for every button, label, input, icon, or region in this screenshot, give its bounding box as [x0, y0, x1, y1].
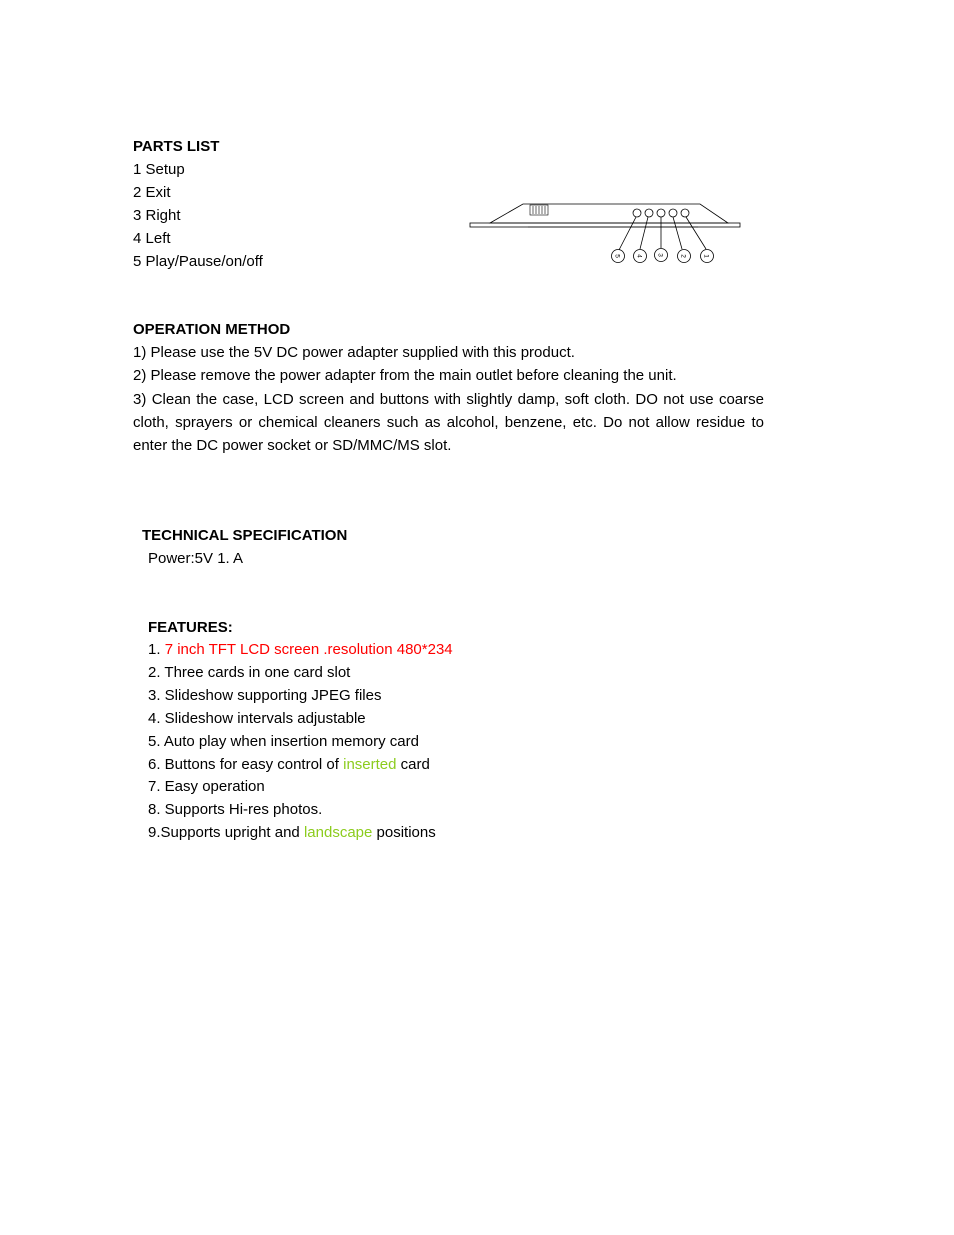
feature-highlight-green: landscape	[303, 824, 373, 841]
feature-text: 6. Buttons for easy control of	[148, 756, 344, 773]
operation-step-paragraph: 3) Clean the case, LCD screen and buttons with slightly damp, soft cloth. DO not use coarse cloth, sprayers or chemical cleaners such as alcohol, benzene, etc. Do not allow residue to enter the DC power socket or SD/MMC/MS slot.	[133, 391, 764, 454]
callout-number: 3	[656, 253, 664, 257]
button-circle	[669, 209, 677, 217]
feature-highlight-green: inserted	[343, 756, 397, 773]
device-base	[470, 223, 740, 227]
parts-list-item: 2 Exit	[133, 184, 171, 201]
technical-specification-heading: TECHNICAL SPECIFICATION	[142, 527, 348, 544]
leader-line	[673, 217, 682, 249]
feature-item: 8. Supports Hi-res photos.	[148, 801, 323, 818]
button-circle	[633, 209, 641, 217]
feature-item: 7. Easy operation	[148, 778, 265, 795]
device-body	[490, 204, 728, 223]
feature-item: 5. Auto play when insertion memory card	[148, 733, 419, 750]
button-circle	[657, 209, 665, 217]
leader-line	[640, 217, 648, 249]
callout-number: 1	[702, 254, 710, 258]
button-circle	[681, 209, 689, 217]
feature-item	[148, 823, 436, 843]
callout-number: 4	[635, 254, 643, 258]
card-slot-icon	[530, 205, 548, 215]
callout-number: 2	[679, 254, 687, 258]
feature-prefix: 1.	[148, 641, 165, 658]
feature-item	[148, 640, 453, 660]
feature-item: 4. Slideshow intervals adjustable	[148, 710, 366, 727]
feature-text: positions	[372, 824, 436, 841]
feature-highlight-red: 7 inch TFT LCD screen .resolution 480*234	[164, 641, 453, 658]
callout-number: 5	[613, 254, 621, 258]
operation-step: 1) Please use the 5V DC power adapter supplied with this product.	[133, 344, 575, 361]
operation-step: 2) Please remove the power adapter from the main outlet before cleaning the unit.	[133, 367, 677, 384]
parts-list-item: 3 Right	[133, 207, 181, 224]
feature-text: 9.Supports upright and	[148, 824, 304, 841]
device-side-view-diagram	[468, 198, 742, 268]
leader-line	[619, 217, 636, 250]
feature-text: card	[396, 756, 430, 773]
parts-list-heading: PARTS LIST	[133, 138, 220, 155]
power-spec: Power:5V 1. A	[148, 550, 244, 567]
leader-line	[686, 217, 706, 249]
feature-item	[148, 755, 430, 775]
feature-item: 2. Three cards in one card slot	[148, 664, 351, 681]
feature-item: 3. Slideshow supporting JPEG files	[148, 687, 382, 704]
button-circle	[645, 209, 653, 217]
parts-list-item: 4 Left	[133, 230, 171, 247]
parts-list-item: 5 Play/Pause/on/off	[133, 253, 263, 270]
features-heading: FEATURES:	[148, 619, 233, 636]
operation-method-heading: OPERATION METHOD	[133, 321, 291, 338]
parts-list-item: 1 Setup	[133, 161, 185, 178]
